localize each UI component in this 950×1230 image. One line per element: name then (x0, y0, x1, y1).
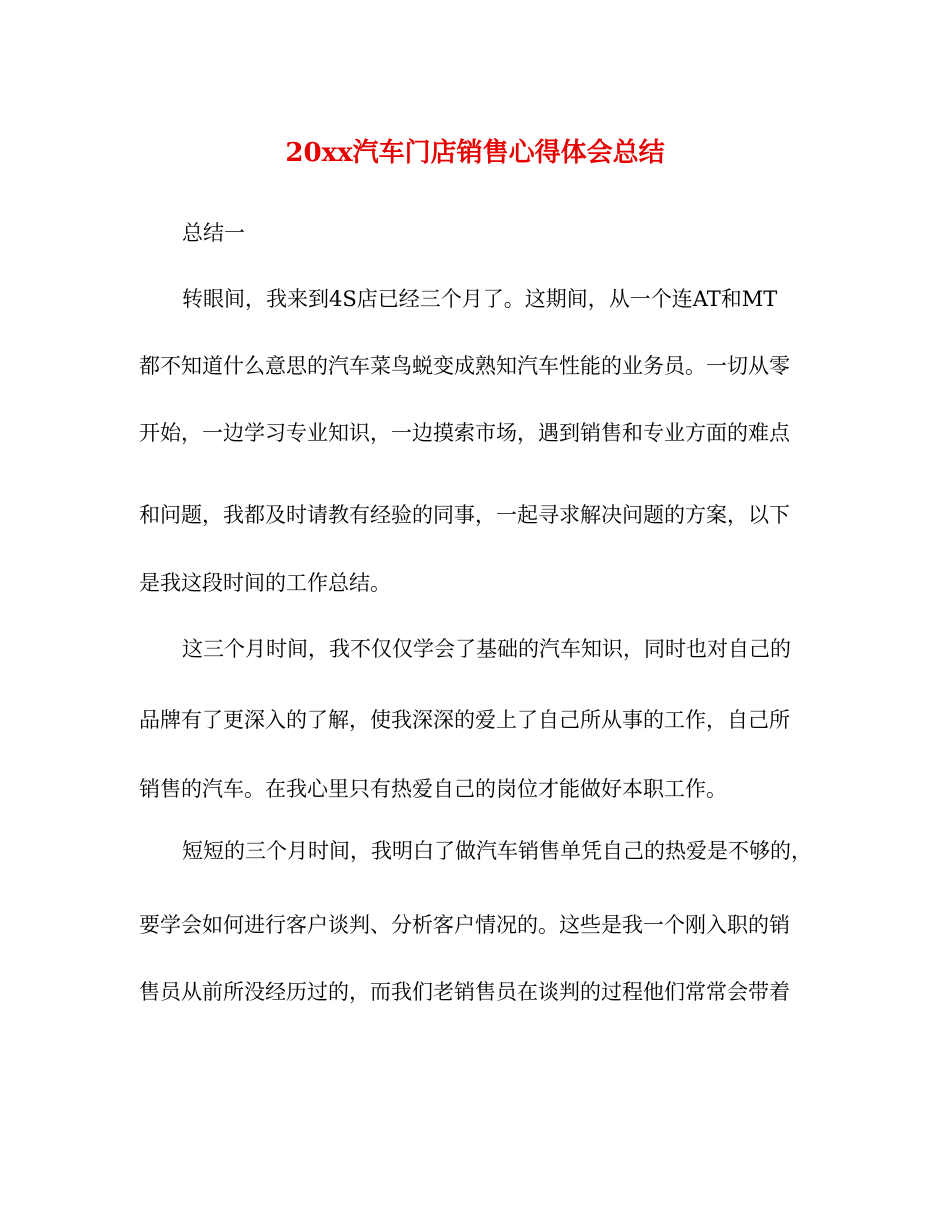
paragraph-line: 售员从前所没经历过的，而我们老销售员在谈判的过程他们常常会带着 (139, 980, 790, 1004)
paragraph-line: 这三个月时间，我不仅仅学会了基础的汽车知识，同时也对自己的 (182, 637, 791, 661)
paragraph-line: 销售的汽车。在我心里只有热爱自己的岗位才能做好本职工作。 (139, 777, 727, 801)
paragraph-line: 和问题，我都及时请教有经验的同事，一起寻求解决问题的方案，以下 (139, 503, 790, 527)
paragraph-line: 要学会如何进行客户谈判、分析客户情况的。这些是我一个刚入职的销 (139, 913, 790, 937)
paragraph-line: 都不知道什么意思的汽车菜鸟蜕变成熟知汽车性能的业务员。一切从零 (139, 354, 790, 378)
paragraph-line: 短短的三个月时间，我明白了做汽车销售单凭自己的热爱是不够的， (182, 839, 812, 863)
document-title: 20xx汽车门店销售心得体会总结 (285, 138, 665, 168)
paragraph-line: 转眼间，我来到4S店已经三个月了。这期间，从一个连AT和MT (182, 287, 778, 311)
paragraph-line: 品牌有了更深入的了解，使我深深的爱上了自己所从事的工作，自己所 (139, 708, 790, 732)
section-heading: 总结一 (182, 221, 245, 245)
paragraph-line: 开始，一边学习专业知识，一边摸索市场，遇到销售和专业方面的难点 (139, 421, 790, 445)
paragraph-line: 是我这段时间的工作总结。 (139, 571, 391, 595)
